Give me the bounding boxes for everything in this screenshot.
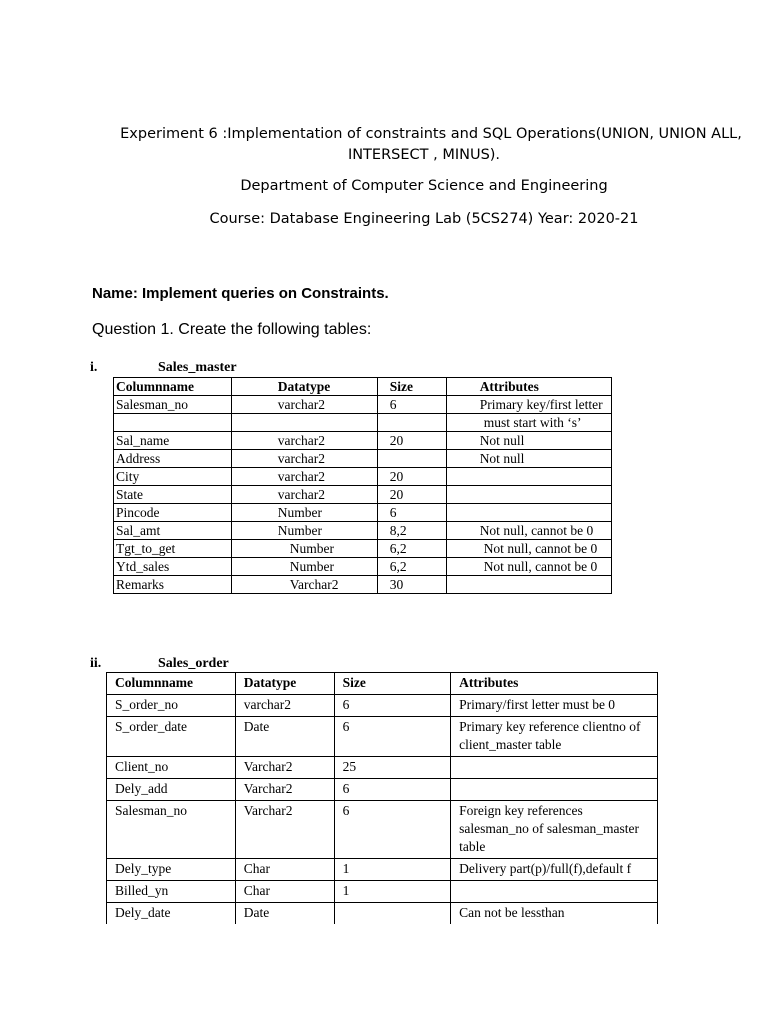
table-cell: 6	[334, 801, 451, 859]
table-cell: varchar2	[231, 486, 377, 504]
table-cell: Client_no	[107, 757, 236, 779]
table-cell: Billed_yn	[107, 881, 236, 903]
header-cell: Attributes	[446, 378, 611, 396]
table-cell: Varchar2	[235, 801, 334, 859]
title-line-1: Experiment 6 :Implementation of constraints and SQL Operations(UNION, UNION ALL,	[120, 126, 742, 142]
header-cell: Datatype	[231, 378, 377, 396]
table-cell: Not null, cannot be 0	[446, 522, 611, 540]
table-cell: City	[114, 468, 232, 486]
question-line: Question 1. Create the following tables:	[92, 321, 372, 338]
table-cell: varchar2	[231, 432, 377, 450]
table-cell	[451, 881, 658, 903]
table-cell	[446, 486, 611, 504]
table-cell: 6,2	[377, 558, 446, 576]
table-row	[107, 695, 658, 717]
table-cell: Pincode	[114, 504, 232, 522]
table-cell: Date	[235, 903, 334, 925]
table-cell: must start with ‘s’	[446, 414, 611, 432]
table-row	[114, 504, 612, 522]
course-line: Course: Database Engineering Lab (5CS274) Year: 2020-21	[209, 211, 639, 227]
table-cell: Can not be lessthan	[451, 903, 658, 925]
table-cell: Tgt_to_get	[114, 540, 232, 558]
table-row	[107, 801, 658, 859]
header-cell: Columnname	[107, 673, 236, 695]
table-cell: Primary/first letter must be 0	[451, 695, 658, 717]
table-cell: Primary key reference clientno of client_master table	[451, 717, 658, 757]
table2-number: ii.	[90, 656, 102, 671]
table-cell	[377, 414, 446, 432]
table-row	[107, 779, 658, 801]
table-row	[114, 414, 612, 432]
table-cell	[377, 450, 446, 468]
name-line: Name: Implement queries on Constraints.	[92, 285, 389, 302]
table-row	[114, 468, 612, 486]
header-cell: Size	[334, 673, 451, 695]
table-cell: 6	[334, 695, 451, 717]
table-cell: Dely_type	[107, 859, 236, 881]
table-cell	[446, 468, 611, 486]
table-cell: Not null	[446, 450, 611, 468]
table-cell: Sal_name	[114, 432, 232, 450]
table-cell: 20	[377, 432, 446, 450]
table1-name: Sales_master	[158, 360, 237, 375]
table-cell: Not null, cannot be 0	[446, 558, 611, 576]
table-cell: 8,2	[377, 522, 446, 540]
table-cell: 6	[334, 779, 451, 801]
sales-master-table	[113, 377, 612, 594]
table-row	[107, 903, 658, 925]
header-cell: Datatype	[235, 673, 334, 695]
table-cell: Dely_add	[107, 779, 236, 801]
table-cell: State	[114, 486, 232, 504]
table-cell: 25	[334, 757, 451, 779]
table-cell: Number	[231, 540, 377, 558]
table-cell: 30	[377, 576, 446, 594]
table-cell: Not null, cannot be 0	[446, 540, 611, 558]
table-cell: S_order_no	[107, 695, 236, 717]
table-cell: 1	[334, 859, 451, 881]
table-cell: 6	[334, 717, 451, 757]
table-cell: 1	[334, 881, 451, 903]
table-row	[114, 522, 612, 540]
table-cell: S_order_date	[107, 717, 236, 757]
table-row	[114, 432, 612, 450]
sales-order-table	[106, 672, 658, 924]
table-cell: Number	[231, 558, 377, 576]
table-cell: Number	[231, 504, 377, 522]
table-row	[107, 717, 658, 757]
table-cell: Ytd_sales	[114, 558, 232, 576]
table-cell: Varchar2	[231, 576, 377, 594]
table-cell: Not null	[446, 432, 611, 450]
table-row	[107, 859, 658, 881]
header-cell: Attributes	[451, 673, 658, 695]
table-cell: Varchar2	[235, 779, 334, 801]
table-cell: varchar2	[231, 468, 377, 486]
table-cell	[231, 414, 377, 432]
table-row	[114, 396, 612, 414]
table-cell: 20	[377, 486, 446, 504]
table-row	[114, 558, 612, 576]
table-cell: Salesman_no	[107, 801, 236, 859]
table1-number: i.	[90, 360, 98, 375]
title-line-2: INTERSECT , MINUS).	[347, 147, 501, 163]
table-cell: varchar2	[231, 396, 377, 414]
table-cell: Varchar2	[235, 757, 334, 779]
table-cell: Char	[235, 859, 334, 881]
table-cell: varchar2	[231, 450, 377, 468]
table-cell: Sal_amt	[114, 522, 232, 540]
table-cell: Number	[231, 522, 377, 540]
header-cell: Size	[377, 378, 446, 396]
table-header-row	[114, 378, 612, 396]
table-cell	[114, 414, 232, 432]
table-cell: Primary key/first letter	[446, 396, 611, 414]
table-cell: Salesman_no	[114, 396, 232, 414]
table-cell	[446, 504, 611, 522]
table-cell: Date	[235, 717, 334, 757]
table-cell: Delivery part(p)/full(f),default f	[451, 859, 658, 881]
table-header-row	[107, 673, 658, 695]
table-cell: Char	[235, 881, 334, 903]
department-line: Department of Computer Science and Engineering	[240, 178, 608, 194]
table-cell	[334, 903, 451, 925]
table-cell	[451, 757, 658, 779]
table-row	[114, 576, 612, 594]
table-cell: 6	[377, 396, 446, 414]
header-cell: Columnname	[114, 378, 232, 396]
table-cell: 20	[377, 468, 446, 486]
table-cell: varchar2	[235, 695, 334, 717]
experiment-title	[80, 124, 768, 166]
table-cell: 6	[377, 504, 446, 522]
table-row	[107, 881, 658, 903]
table-row	[114, 540, 612, 558]
table-cell: Foreign key references salesman_no of salesman_master table	[451, 801, 658, 859]
table-cell: Dely_date	[107, 903, 236, 925]
table-cell: 6,2	[377, 540, 446, 558]
table-row	[114, 450, 612, 468]
table-row	[114, 486, 612, 504]
table-cell	[446, 576, 611, 594]
table-cell: Address	[114, 450, 232, 468]
table-cell: Remarks	[114, 576, 232, 594]
table-cell	[451, 779, 658, 801]
table2-name: Sales_order	[158, 656, 229, 671]
table-row	[107, 757, 658, 779]
